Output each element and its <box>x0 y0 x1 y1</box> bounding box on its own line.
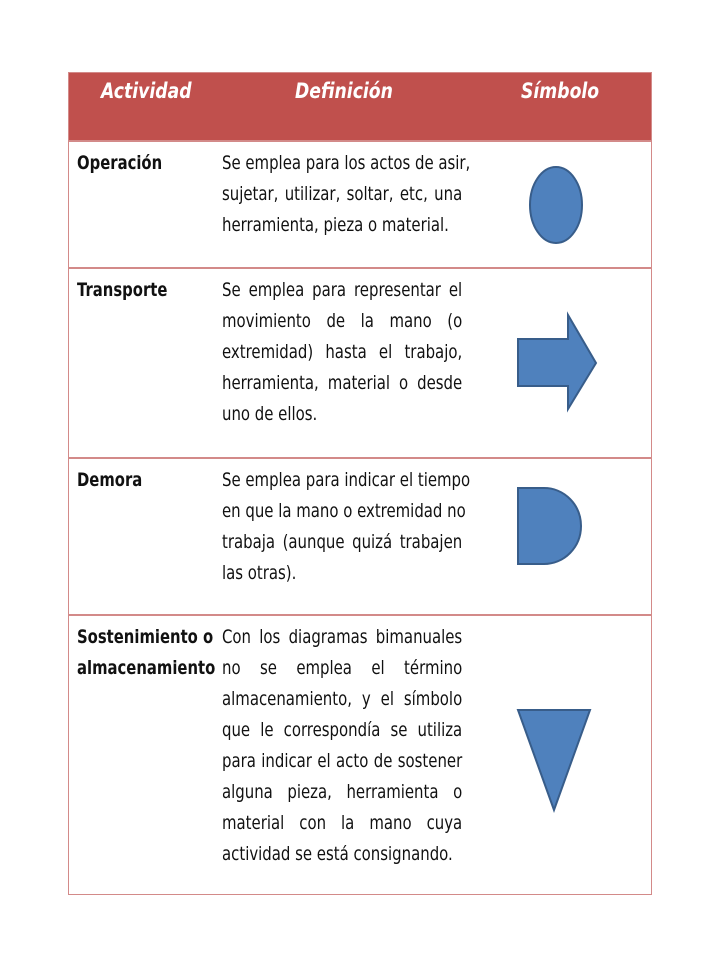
definition-line: en que la mano o extremidad no <box>222 500 466 522</box>
definition-line: sujetar, utilizar, soltar, etc, una <box>222 183 463 205</box>
activity-label: Operación <box>77 152 163 174</box>
definition-line: extremidad) hasta el trabajo, <box>222 341 463 363</box>
definition-line: herramienta, material o desde <box>222 372 463 394</box>
circle-icon <box>69 142 651 269</box>
definition-line: alguna pieza, herramienta o <box>222 781 463 803</box>
triangle-down-icon <box>69 616 651 897</box>
table-header <box>69 73 651 141</box>
definition-line: almacenamiento, y el símbolo <box>222 688 463 710</box>
definition-line: Se emplea para representar el <box>222 279 463 301</box>
definition-line: material con la mano cuya <box>222 812 463 834</box>
table-row-operacion <box>69 140 651 267</box>
definition-line: no se emplea el término <box>222 657 463 679</box>
definition-line: Con los diagramas bimanuales <box>222 626 463 648</box>
table-row-demora <box>69 457 651 614</box>
definition-line: trabaja (aunque quizá trabajen <box>222 531 463 553</box>
header-simbolo: Símbolo <box>521 79 600 103</box>
activity-label: Demora <box>77 469 143 491</box>
header-definicion: Definición <box>295 79 393 103</box>
activity-label: Transporte <box>77 279 168 301</box>
table-row-transporte <box>69 267 651 457</box>
activity-label: Sostenimiento o <box>77 626 214 648</box>
d-shape-icon <box>69 459 651 616</box>
table-row-sostenimiento <box>69 614 651 895</box>
definition-line: herramienta, pieza o material. <box>222 214 449 236</box>
definition-line: actividad se está consignando. <box>222 843 453 865</box>
activity-table <box>68 72 652 895</box>
definition-line: las otras). <box>222 562 297 584</box>
definition-line: movimiento de la mano (o <box>222 310 463 332</box>
definition-line: que le correspondía se utiliza <box>222 719 463 741</box>
definition-line: para indicar el acto de sostener <box>222 750 463 772</box>
definition-line: uno de ellos. <box>222 403 318 425</box>
activity-label: almacenamiento <box>77 657 216 679</box>
header-actividad: Actividad <box>101 79 192 103</box>
arrow-right-icon <box>69 269 651 459</box>
definition-line: Se emplea para indicar el tiempo <box>222 469 471 491</box>
definition-line: Se emplea para los actos de asir, <box>222 152 471 174</box>
